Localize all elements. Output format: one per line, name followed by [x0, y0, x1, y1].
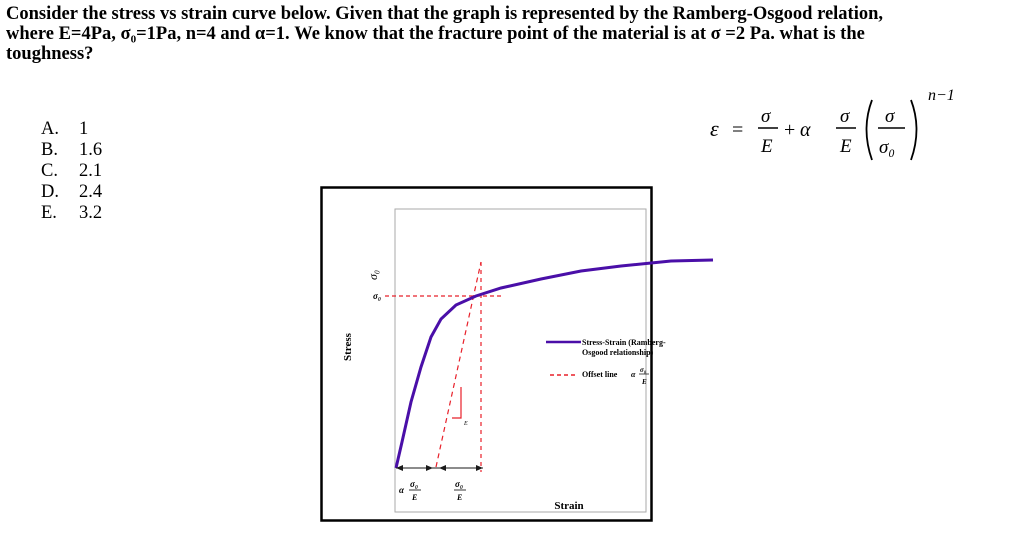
slope-label: E — [464, 421, 468, 427]
formula-sigma0-den: σ₀ — [879, 137, 895, 158]
y-axis-label: Stress — [342, 333, 354, 361]
bottom-E-b: E — [457, 493, 463, 502]
question-text — [6, 4, 1016, 64]
formula-exponent: n−1 — [928, 87, 955, 104]
legend-alpha: α — [631, 370, 636, 379]
formula-sigma-num-1: σ — [761, 106, 771, 127]
formula-E-den-1: E — [761, 136, 773, 157]
option-letter: C. — [41, 161, 58, 181]
formula-right-paren — [911, 100, 917, 160]
option-letter: B. — [41, 140, 58, 160]
formula-left-paren — [867, 100, 873, 160]
option-value: 2.4 — [79, 182, 103, 202]
sigma0-level-label: σ₀ — [373, 291, 381, 301]
formula-equals: = — [732, 119, 744, 141]
formula-plus: + — [784, 119, 796, 141]
option-letter: D. — [41, 182, 59, 202]
formula-sigma-num-3: σ — [885, 106, 895, 127]
formula-epsilon: ε — [710, 116, 719, 141]
stress-strain-plot — [321, 187, 666, 521]
question-line-1: Consider the stress vs strain curve below. Given that the graph is represented by the Ramberg-Osgood relation, — [6, 4, 884, 24]
stress-strain-figure — [321, 187, 666, 521]
option-c — [41, 161, 102, 182]
question-line-2: where E=4Pa, σ₀=1Pa, n=4 and α=1. We know that the fracture point of the material is at σ =2 Pa. what is the — [6, 24, 865, 44]
legend-curve-line-1: Stress-Strain (Ramberg- — [582, 338, 666, 347]
answer-options — [41, 119, 102, 224]
option-value: 1.6 — [79, 140, 103, 160]
option-value: 2.1 — [79, 161, 103, 181]
formula-sigma-num-2: σ — [840, 106, 850, 127]
option-a — [41, 119, 102, 140]
sigma0-axis-label: σ₀ — [366, 269, 380, 281]
question-line-3: toughness? — [6, 44, 94, 64]
option-b — [41, 140, 102, 161]
x-axis-label: Strain — [554, 500, 584, 512]
legend-offset-label: Offset line — [582, 370, 618, 379]
option-d — [41, 182, 102, 203]
option-e — [41, 203, 102, 224]
option-letter: A. — [41, 119, 59, 139]
bottom-sigma0-b: σ₀ — [455, 479, 463, 489]
bottom-E-a: E — [412, 493, 418, 502]
option-value: 3.2 — [79, 203, 103, 223]
legend-curve-line-2: Osgood relationship) — [582, 348, 654, 357]
option-letter: E. — [41, 203, 57, 223]
legend-sigma0: σ₀ — [640, 366, 647, 374]
formula-E-den-2: E — [840, 136, 852, 157]
ramberg-osgood-formula — [700, 80, 1000, 170]
formula-alpha: α — [800, 119, 811, 141]
legend-E: E — [642, 378, 647, 386]
option-value: 1 — [79, 119, 89, 139]
bottom-alpha: α — [399, 485, 404, 495]
bottom-sigma0-a: σ₀ — [410, 479, 418, 489]
